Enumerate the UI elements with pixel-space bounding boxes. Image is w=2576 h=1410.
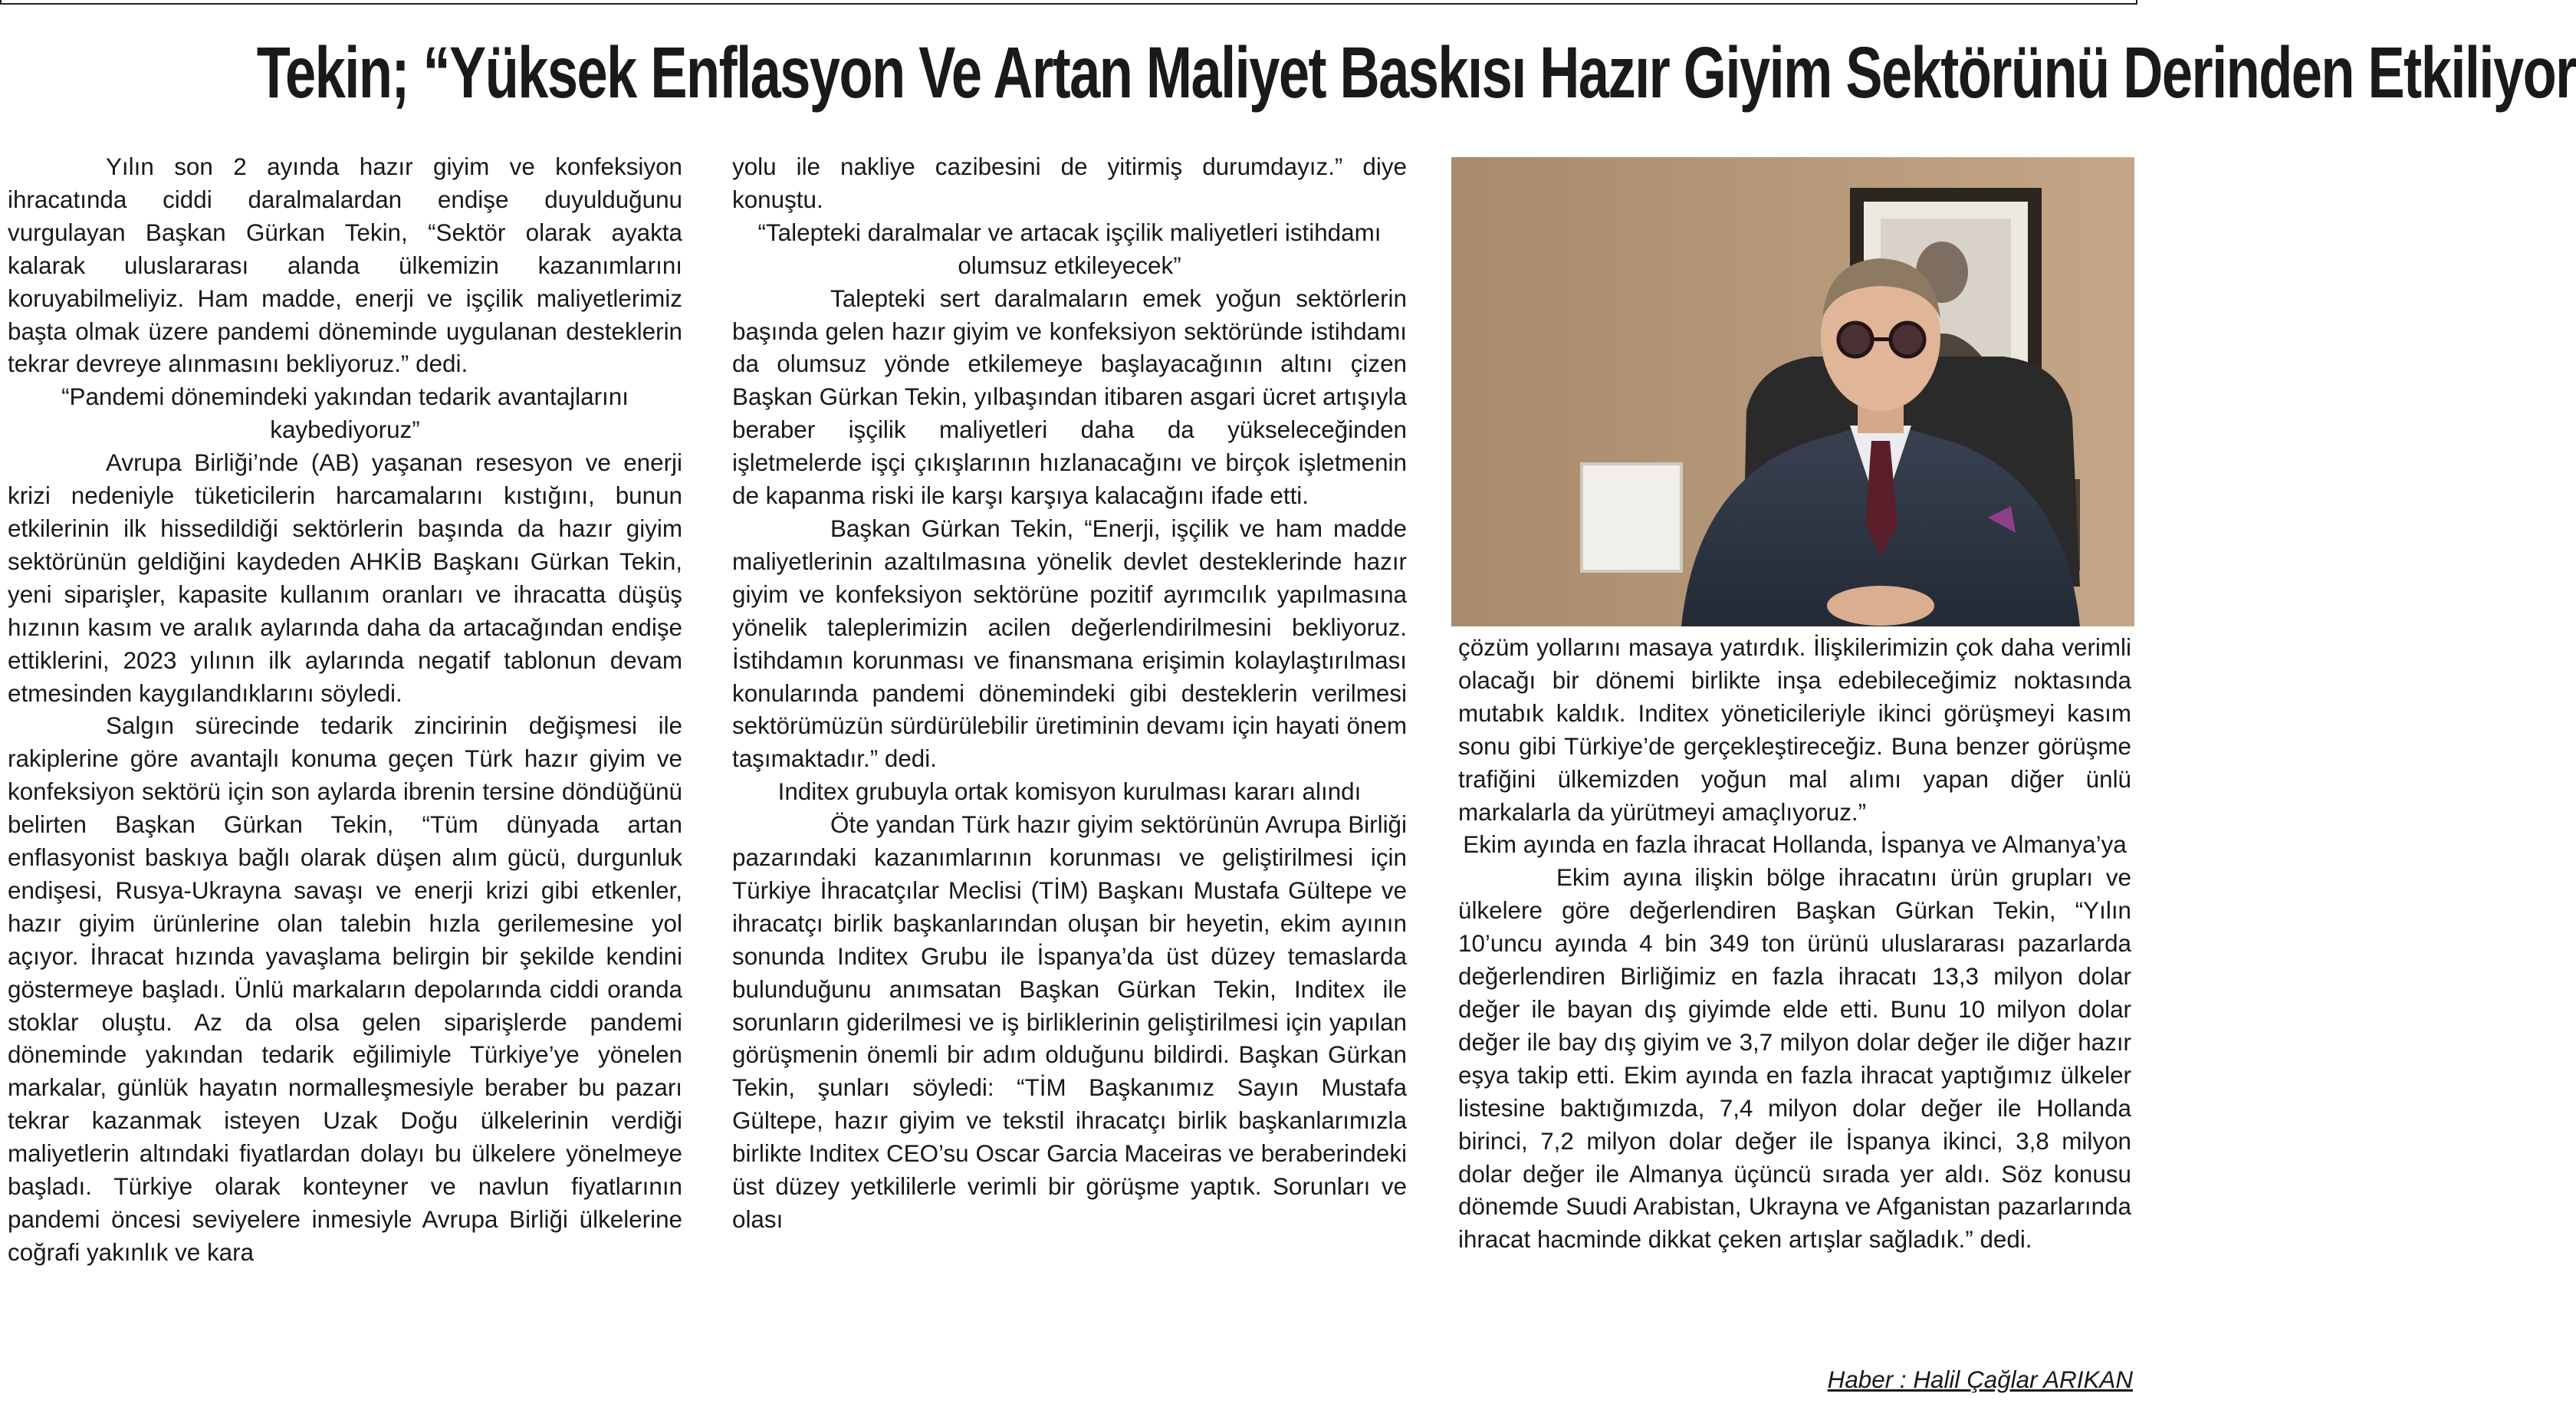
article-column-3 xyxy=(1458,632,2131,1257)
subheading: “Pandemi dönemindeki yakından tedarik avantajlarını kaybediyoruz” xyxy=(61,383,629,444)
paragraph: Öte yandan Türk hazır giyim sektörünün Avrupa Birliği pazarındaki kazanımlarının korunması ve geliştirilmesi için Türkiye İhracatçılar Meclisi (TİM) Başkanı Mustafa Gültepe ve ihracatçı birlik başkanlarından oluşan bir heyetin, ekim ayının sonunda Inditex Grubu ile İspanya’da üst düzey temaslarda bulunduğunu anımsatan Başkan Gürkan Tekin, Inditex ile sorunların giderilmesi ve iş birliklerinin geliştirilmesi için yapılan görüşmenin önemli bir adım olduğunu bildirdi. Başkan Gürkan Tekin, şunları söyledi: “TİM Başkanımız Sayın Mustafa Gültepe, hazır giyim ve tekstil ihracatçı birlik başkanlarımızla birlikte Inditex CEO’su Oscar Garcia Maceiras ve beraberindeki üst düzey yetkililerle verimli bir görüşme yaptık. Sorunları ve olası xyxy=(732,811,1407,1233)
paragraph: Talepteki sert daralmaların emek yoğun sektörlerin başında gelen hazır giyim ve konfeksiyon sektöründe istihdamı da olumsuz yönde etkilemeye başlayacağının altını çizen Başkan Gürkan Tekin, yılbaşından itibaren asgari ücret artışıyla beraber işçilik maliyetleri daha da yükseleceğinden işletmelerde işçi çıkışlarının hızlanacağını ve birçok işletmenin de kapanma riski ile karşı karşıya kalacağını ifade etti. xyxy=(732,284,1407,510)
paragraph: çözüm yollarını masaya yatırdık. İlişkilerimizin çok daha verimli olacağı bir dönemi birlikte inşa edebileceğimiz noktasında mutabık kaldık. Inditex yöneticileriyle ikinci görüşmeyi kasım sonu gibi Türkiye’de gerçekleştireceğiz. Buna benzer görüşme trafiğini ülkemizden yoğun mal alımı yapan diğer ünlü markalarla da yürütmeyi amaçlıyoruz.” xyxy=(1458,634,2131,826)
subheading: Ekim ayında en fazla ihracat Hollanda, İspanya ve Almanya’ya xyxy=(1463,831,2127,859)
paragraph: Yılın son 2 ayında hazır giyim ve konfeksiyon ihracatında ciddi daralmalardan endişe duyulduğunu vurgulayan Başkan Gürkan Tekin, “Sektör olarak ayakta kalarak uluslararası alanda ülkemizin kazanımlarını koruyabilmeliyiz. Ham madde, enerji ve işçilik maliyetlerimiz başta olmak üzere pandemi döneminde uygulanan desteklerin tekrar devreye alınmasını bekliyoruz.” dedi. xyxy=(8,153,682,378)
subheading: Inditex grubuyla ortak komisyon kurulması kararı alındı xyxy=(777,778,1362,806)
headline: Tekin; “Yüksek Enflasyon Ve Artan Maliyet Baskısı Hazır Giyim Sektörünü Derinden Etkiliyor xyxy=(256,32,2576,113)
portrait-photo xyxy=(1451,157,2134,626)
subheading: “Talepteki daralmalar ve artacak işçilik maliyetleri istihdamı olumsuz etkileyecek” xyxy=(757,219,1382,279)
byline: Haber : Halil Çağlar ARIKAN xyxy=(1827,1366,2133,1393)
article-column-1 xyxy=(8,151,682,1270)
paragraph: Avrupa Birliği’nde (AB) yaşanan resesyon ve enerji krizi nedeniyle tüketicilerin harcamalarını kıstığını, bunun etkilerinin ilk hissedildiği sektörlerin başında da hazır giyim sektörünün geldiğini kaydeden AHKİB Başkanı Gürkan Tekin, yeni siparişler, kapasite kullanım oranları ve ihracatta düşüş hızının kasım ve aralık aylarında daha da artacağından endişe ettiklerini, 2023 yılının ilk aylarında negatif tablonun devam etmesinden kaygılandıklarını söyledi. xyxy=(8,449,682,707)
portrait-illustration xyxy=(1451,157,2134,626)
paragraph: Salgın sürecinde tedarik zincirinin değişmesi ile rakiplerine göre avantajlı konuma geçen Türk hazır giyim ve konfeksiyon sektörü için son aylarda ibrenin tersine döndüğünü belirten Başkan Gürkan Tekin, “Tüm dünyada artan enflasyonist baskıya bağlı olarak düşen alım gücü, durgunluk endişesi, Rusya-Ukrayna savaşı ve enerji krizi gibi etkenler, hazır giyim ürünlerine olan talebin hızla gerilemesine yol açıyor. İhracat hızında yavaşlama belirgin bir şekilde kendini göstermeye başladı. Ünlü markaların depolarında ciddi oranda stoklar oluştu. Az da olsa gelen siparişlerde pandemi döneminde yakından tedarik eğilimiyle Türkiye’ye yönelen markalar, günlük hayatın normalleşmesiyle beraber bu pazarı tekrar kazanmak isteyen Uzak Doğu ülkelerinin verdiği maliyetlerin altındaki fiyatlardan dolayı bu ülkelere yönelmeye başladı. Türkiye olarak konteyner ve navlun fiyatlarının pandemi öncesi seviyelere inmesiyle Avrupa Birliği ülkelerine coğrafi yakınlık ve kara xyxy=(8,712,682,1266)
top-border xyxy=(0,0,2137,5)
article-column-2 xyxy=(732,151,1407,1237)
paragraph: Ekim ayına ilişkin bölge ihracatını ürün grupları ve ülkelere göre değerlendiren Başkan Gürkan Tekin, “Yılın 10’uncu ayında 4 bin 349 ton ürünü uluslararası pazarlarda değerlendiren Birliğimiz en fazla ihracatı 13,3 milyon dolar değer ile bayan dış giyimde elde etti. Bunu 10 milyon dolar değer ile bay dış giyim ve 3,7 milyon dolar değer ile diğer hazır eşya takip etti. Ekim ayında en fazla ihracat yaptığımız ülkeler listesine baktığımızda, 7,4 milyon dolar değer ile Hollanda birinci, 7,2 milyon dolar değer ile İspanya ikinci, 3,8 milyon dolar değer ile Almanya üçüncü sırada yer aldı. Söz konusu dönemde Suudi Arabistan, Ukrayna ve Afganistan pazarlarında ihracat hacminde dikkat çeken artışlar sağladık.” dedi. xyxy=(1458,864,2131,1254)
paragraph: yolu ile nakliye cazibesini de yitirmiş durumdayız.” diye konuştu. xyxy=(732,153,1407,213)
paragraph: Başkan Gürkan Tekin, “Enerji, işçilik ve ham madde maliyetlerinin azaltılmasına yönelik devlet desteklerinde hazır giyim ve konfeksiyon sektörüne pozitif ayrımcılık yapılmasına yönelik taleplerimizin acilen değerlendirilmesini bekliyoruz. İstihdamın korunması ve finansmana erişimin kolaylaştırılması konularında pandemi dönemindeki gibi desteklerin verilmesi sektörümüzün sürdürülebilir üretiminin devamı için hayati önem taşımaktadır.” dedi. xyxy=(732,514,1407,773)
